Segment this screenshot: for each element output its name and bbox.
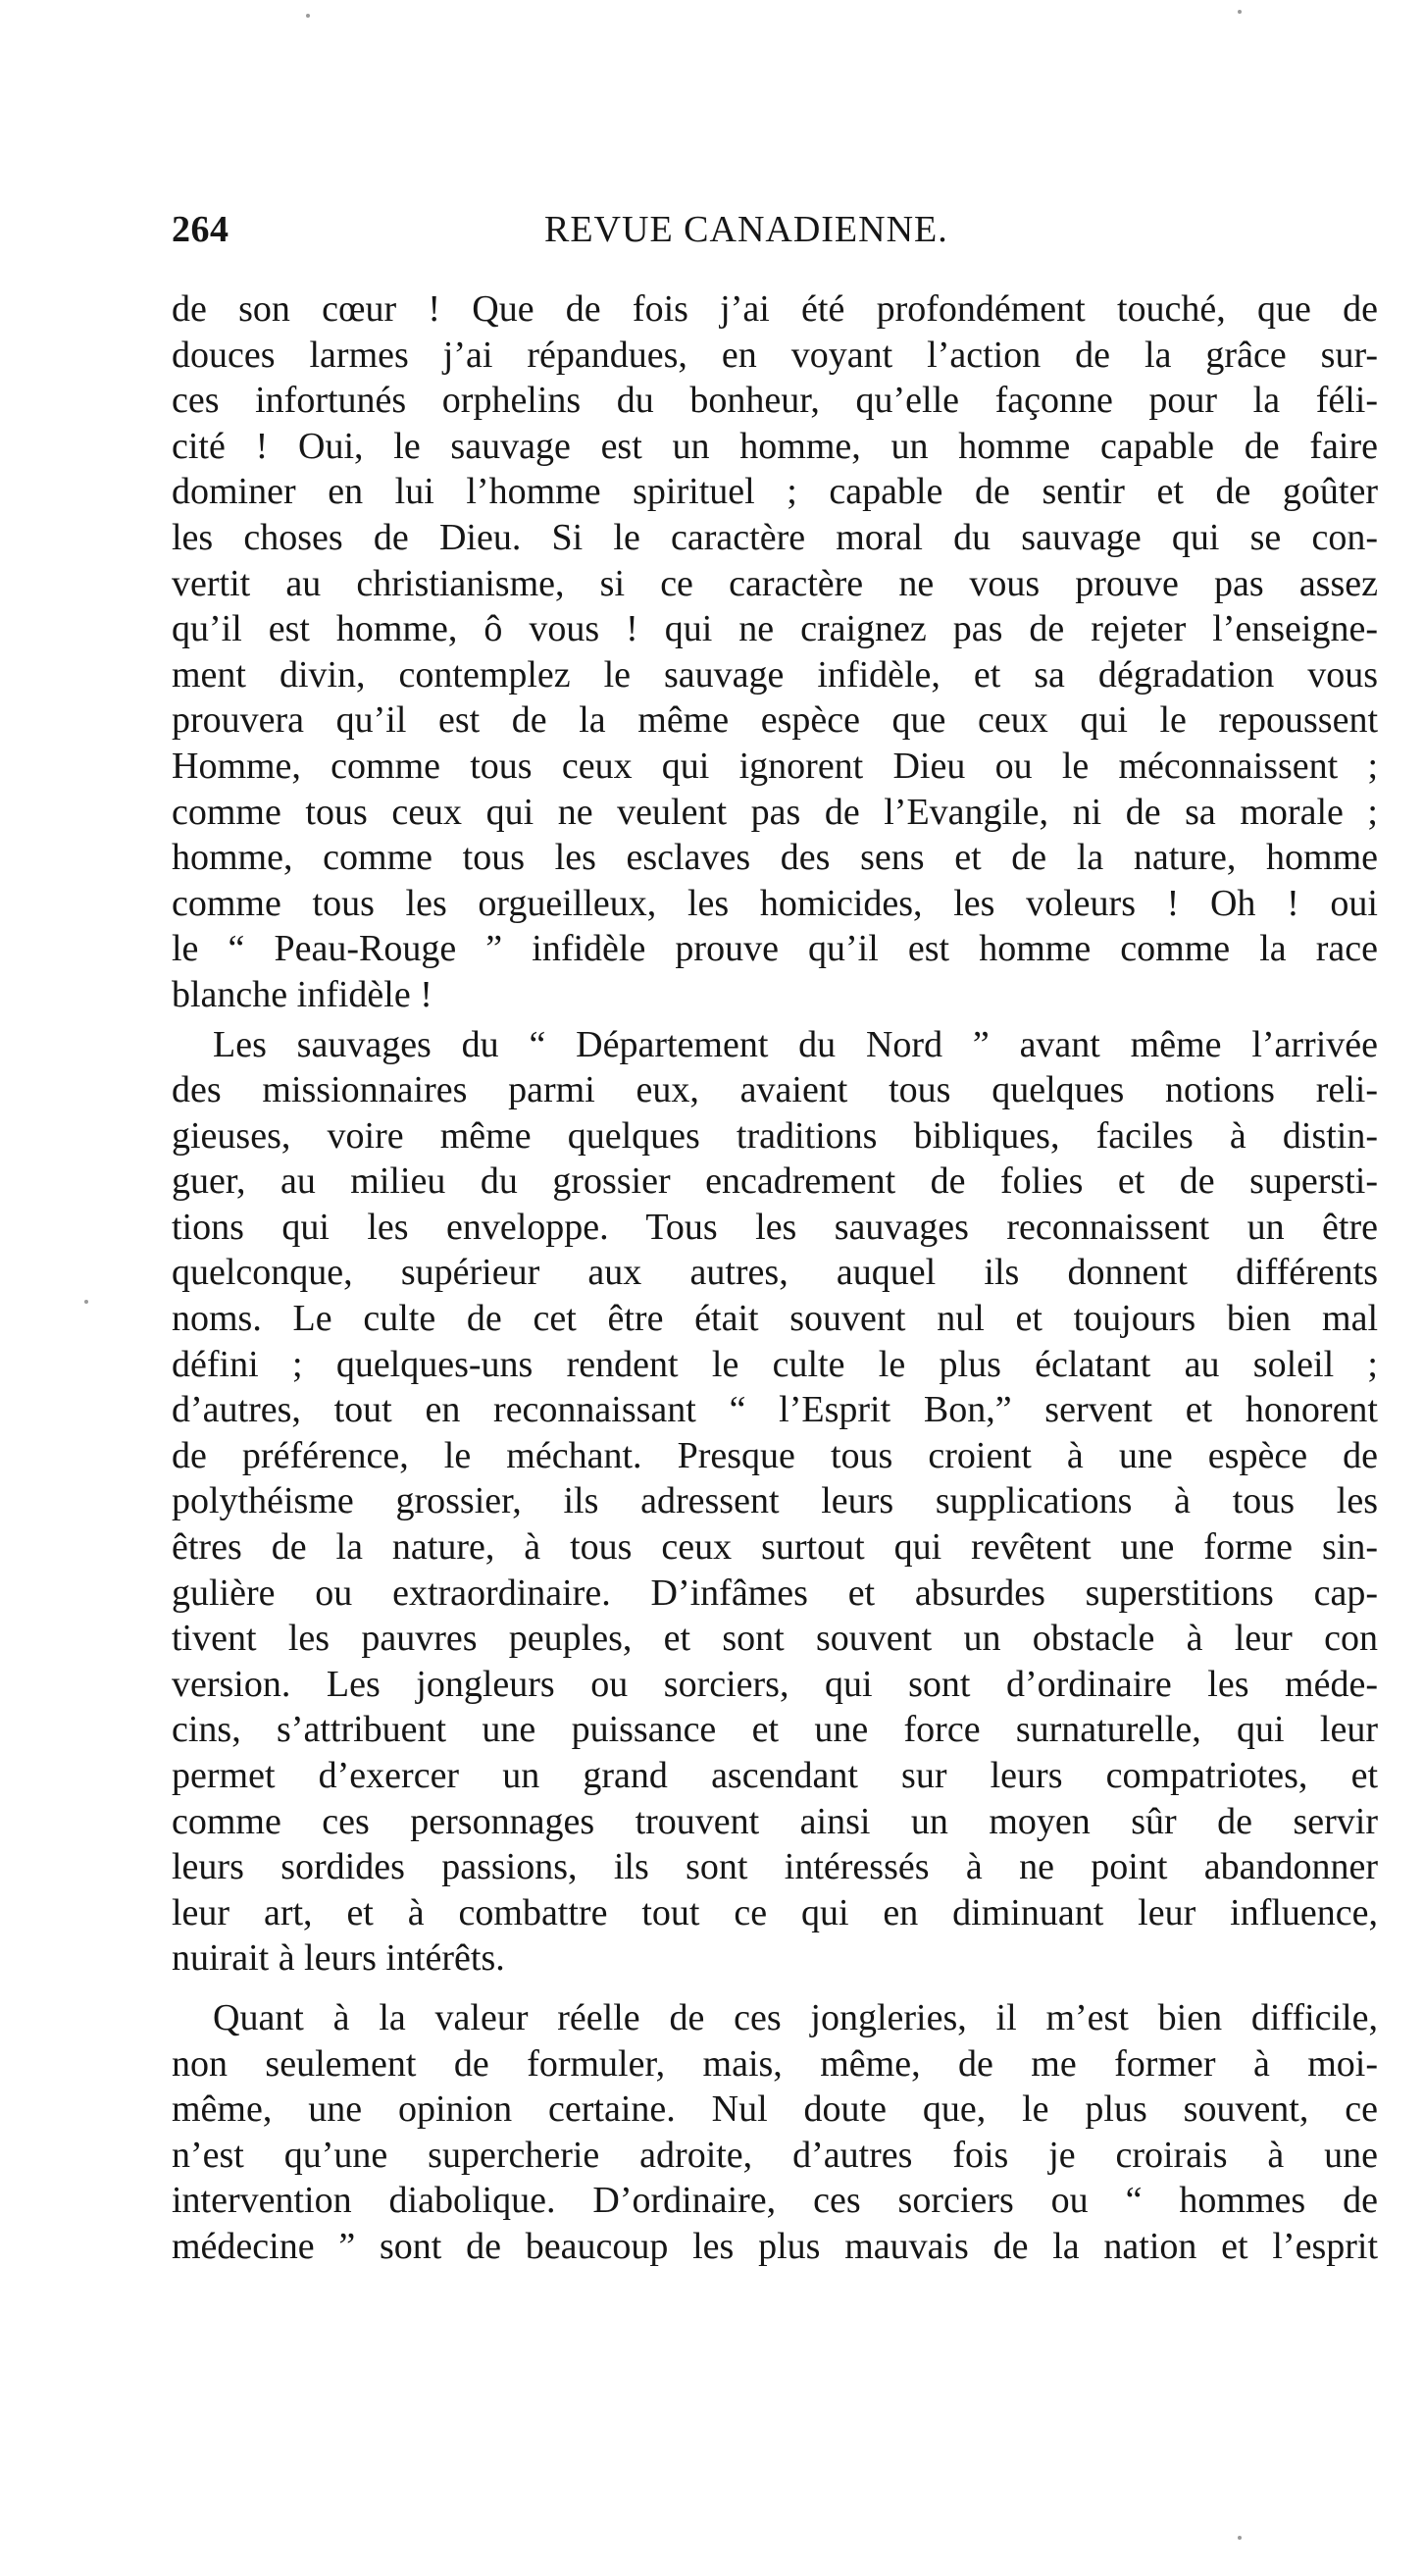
text-line: noms. Le culte de cet être était souvent nul et toujours bien mal: [172, 1298, 1378, 1340]
text-line: les choses de Dieu. Si le caractère moral du sauvage qui se con-: [172, 516, 1378, 558]
text-line: médecine ” sont de beaucoup les plus mauvais de la nation et l’esprit: [172, 2225, 1378, 2267]
body-text: [172, 286, 1378, 2270]
text-line: intervention diabolique. D’ordinaire, ces sorciers ou “ hommes de: [172, 2180, 1378, 2222]
text-line: leur art, et à combattre tout ce qui en diminuant leur influence,: [172, 1891, 1378, 1933]
text-line: douces larmes j’ai répandues, en voyant l’action de la grâce sur-: [172, 334, 1378, 376]
page-number: 264: [172, 209, 229, 250]
text-line: version. Les jongleurs ou sorciers, qui sont d’ordinaire les méde-: [172, 1663, 1378, 1705]
text-line: guer, au milieu du grossier encadrement de folies et de supersti-: [172, 1160, 1378, 1203]
text-line: quelconque, supérieur aux autres, auquel ils donnent différents: [172, 1252, 1378, 1294]
text-line: tions qui les enveloppe. Tous les sauvages reconnaissent un être: [172, 1206, 1378, 1248]
paragraph-1: [172, 286, 1378, 1018]
text-line: le “ Peau-Rouge ” infidèle prouve qu’il est homme comme la race: [172, 928, 1378, 970]
text-line: prouvera qu’il est de la même espèce que ceux qui le repoussent: [172, 699, 1378, 742]
text-line: Les sauvages du “ Département du Nord ” avant même l’arrivée: [213, 1023, 1378, 1065]
text-line: comme tous les orgueilleux, les homicides, les voleurs ! Oh ! oui: [172, 882, 1378, 924]
text-line: défini ; quelques-uns rendent le culte le plus éclatant au soleil ;: [172, 1343, 1378, 1385]
running-title: REVUE CANADIENNE.: [544, 209, 948, 250]
text-line: n’est qu’une supercherie adroite, d’autres fois je croirais à une: [172, 2134, 1378, 2176]
text-line: cité ! Oui, le sauvage est un homme, un homme capable de faire: [172, 425, 1378, 467]
text-line: êtres de la nature, à tous ceux surtout qui revêtent une forme sin-: [172, 1526, 1378, 1569]
text-line: tivent les pauvres peuples, et sont souvent un obstacle à leur con: [172, 1618, 1378, 1660]
text-line: blanche infidèle !: [172, 973, 432, 1015]
text-line: Quant à la valeur réelle de ces jongleries, il m’est bien difficile,: [213, 1996, 1378, 2038]
print-speck: [84, 1300, 88, 1304]
text-line: leurs sordides passions, ils sont intéressés à ne point abandonner: [172, 1846, 1378, 1888]
text-line: Homme, comme tous ceux qui ignorent Dieu ou le méconnaissent ;: [172, 745, 1378, 787]
text-line: non seulement de formuler, mais, même, de me former à moi-: [172, 2042, 1378, 2085]
text-line: comme tous ceux qui ne veulent pas de l’Evangile, ni de sa morale ;: [172, 791, 1378, 833]
text-line: homme, comme tous les esclaves des sens et de la nature, homme: [172, 837, 1378, 879]
text-line: permet d’exercer un grand ascendant sur leurs compatriotes, et: [172, 1755, 1378, 1796]
paragraph-3: [172, 1995, 1378, 2270]
text-line: gieuses, voire même quelques traditions bibliques, faciles à distin-: [172, 1114, 1378, 1157]
print-speck: [1238, 2536, 1242, 2540]
text-line: même, une opinion certaine. Nul doute que, le plus souvent, ce: [172, 2088, 1378, 2131]
print-speck: [306, 14, 310, 18]
page-header: [172, 208, 1378, 257]
text-line: dominer en lui l’homme spirituel ; capable de sentir et de goûter: [172, 471, 1378, 513]
text-line: de préférence, le méchant. Presque tous croient à une espèce de: [172, 1434, 1378, 1476]
paragraph-2: [172, 1022, 1378, 1982]
text-line: qu’il est homme, ô vous ! qui ne craignez pas de rejeter l’enseigne-: [172, 608, 1378, 650]
print-speck: [1238, 10, 1242, 14]
text-line: ment divin, contemplez le sauvage infidèle, et sa dégradation vous: [172, 653, 1378, 696]
text-line: polythéisme grossier, ils adressent leurs supplications à tous les: [172, 1480, 1378, 1522]
text-line: ces infortunés orphelins du bonheur, qu’elle façonne pour la féli-: [172, 380, 1378, 422]
text-line: d’autres, tout en reconnaissant “ l’Esprit Bon,” servent et honorent: [172, 1389, 1378, 1431]
text-line: vertit au christianisme, si ce caractère ne vous prouve pas assez: [172, 562, 1378, 604]
text-line: comme ces personnages trouvent ainsi un moyen sûr de servir: [172, 1800, 1378, 1842]
text-line: cins, s’attribuent une puissance et une force surnaturelle, qui leur: [172, 1709, 1378, 1751]
text-line: gulière ou extraordinaire. D’infâmes et absurdes superstitions cap-: [172, 1571, 1378, 1614]
text-line: nuirait à leurs intérêts.: [172, 1937, 505, 1980]
text-line: de son cœur ! Que de fois j’ai été profondément touché, que de: [172, 288, 1378, 330]
text-line: des missionnaires parmi eux, avaient tous quelques notions reli-: [172, 1069, 1378, 1111]
